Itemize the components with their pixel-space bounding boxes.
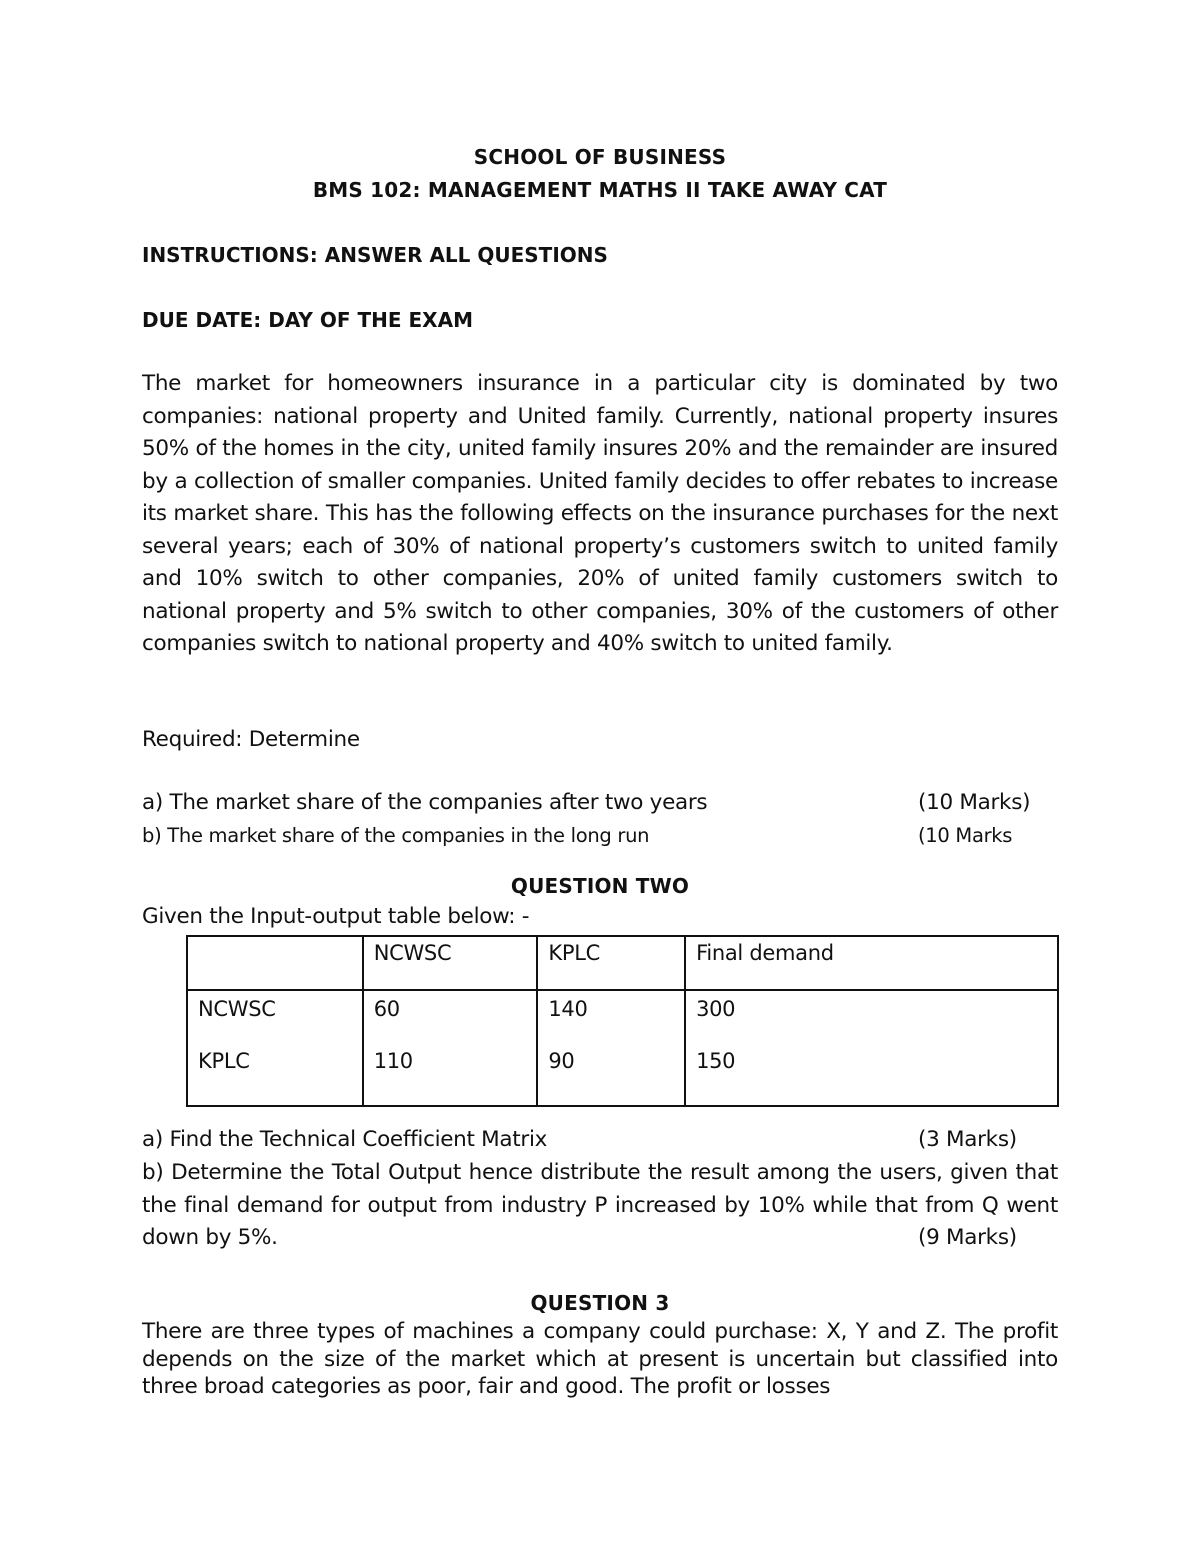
question-two-intro: Given the Input-output table below: - — [142, 904, 530, 929]
table-value: 150 — [696, 1049, 736, 1073]
question-two-title: QUESTION TWO — [510, 874, 690, 898]
question-two-part-a: a) Find the Technical Coefficient Matrix — [142, 1127, 548, 1152]
table-value: 300 — [696, 997, 736, 1021]
table-cell — [187, 990, 363, 1106]
due-date: DUE DATE: DAY OF THE EXAM — [142, 308, 473, 332]
table-value: 90 — [548, 1049, 575, 1073]
question-one-part-a: a) The market share of the companies after two years — [142, 790, 708, 815]
table-header-row — [187, 936, 1058, 990]
table-value: 60 — [373, 997, 400, 1021]
table-header-cell: KPLC — [537, 936, 685, 990]
school-title: SCHOOL OF BUSINESS — [473, 145, 727, 169]
instructions: INSTRUCTIONS: ANSWER ALL QUESTIONS — [142, 243, 608, 267]
table-body-row — [187, 990, 1058, 1106]
question-two-part-b-marks: (9 Marks) — [918, 1225, 1017, 1250]
table-cell — [363, 990, 538, 1106]
question-three-text: There are three types of machines a company could purchase: X, Y and Z. The profit depends on the size of the market which at present is uncertain but classified into three broad categories as poor, fair and good. The profit or losses — [142, 1319, 1058, 1399]
table-value: 110 — [373, 1049, 413, 1073]
input-output-table — [186, 935, 1059, 1107]
table-header-cell — [187, 936, 363, 990]
row-label-ncwsc: NCWSC — [198, 997, 276, 1021]
question-three-title: QUESTION 3 — [530, 1291, 670, 1315]
table-header-cell: NCWSC — [363, 936, 538, 990]
question-one-part-b-marks: (10 Marks — [918, 824, 1013, 847]
table-cell — [537, 990, 685, 1106]
question-one-part-b: b) The market share of the companies in the long run — [142, 824, 650, 847]
table-header-cell: Final demand — [685, 936, 1058, 990]
question-one-text: The market for homeowners insurance in a particular city is dominated by two companies: national property and United family. Currently, national property insures 50% of the homes in the city, united family insures 20% and the remainder are insured by a collection of smaller companies. United family decides to offer rebates to increase its market share. This has the following effects on the insurance purchases for the next several years; each of 30% of national property’s customers switch to united family and 10% switch to other companies, 20% of united family customers switch to national property and 5% switch to other companies, 30% of the customers of other companies switch to national property and 40% switch to united family. — [142, 371, 1058, 656]
question-two-part-a-marks: (3 Marks) — [918, 1127, 1017, 1152]
question-two-part-b: b) Determine the Total Output hence distribute the result among the users, given that the final demand for output from industry P increased by 10% while that from Q went down by 5%. — [142, 1160, 1058, 1250]
question-one-part-a-marks: (10 Marks) — [918, 790, 1031, 815]
required-label: Required: Determine — [142, 727, 360, 752]
course-title: BMS 102: MANAGEMENT MATHS II TAKE AWAY CAT — [312, 178, 888, 202]
table-value: 140 — [548, 997, 588, 1021]
row-label-kplc: KPLC — [198, 1049, 250, 1073]
table-cell — [685, 990, 1058, 1106]
